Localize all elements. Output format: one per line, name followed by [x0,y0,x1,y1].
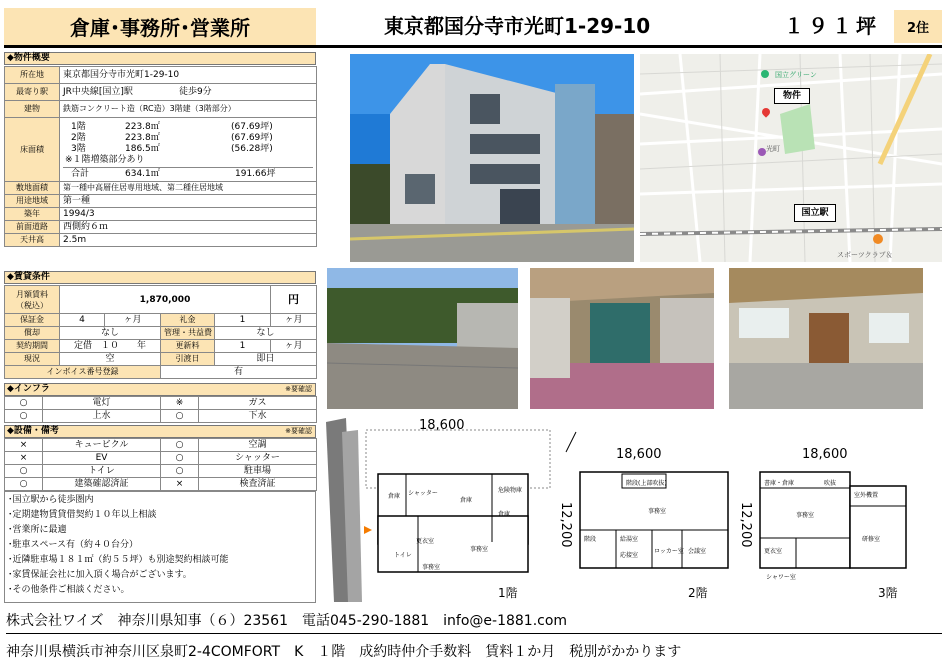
property-address: 東京都国分寺市光町1-29-10 [384,14,651,38]
deposit-label: 保証金 [5,314,60,327]
overview-heading: ◆物件概要 [4,52,316,65]
contract-value: 定借 １０ 年 [60,340,161,353]
map-park-label: 国立グリーン [775,71,817,79]
company-info: 株式会社ワイズ 神奈川県知事（６）23561 電話045-290-1881 info@e-1881.com [6,608,942,634]
remark-item: ･近隣駐車場１８１㎡（約５５坪）も別途契約相談可能 [8,555,229,565]
equipment-row: × EV ○ シャッター [5,452,317,465]
floor-area-label: 床面積 [5,118,60,182]
plan3-width-dim: 18,600 [802,447,848,462]
contract-label: 契約期間 [5,340,60,353]
handover-label: 引渡日 [161,353,215,366]
location-map [640,54,942,262]
zoning-value: 第一種 [60,195,317,208]
station-value: JR中央線[国立]駅 徒歩9分 [60,84,317,101]
zoning-badge: 2住 [894,10,942,43]
key-money-unit: ヶ月 [271,314,317,327]
remark-item: ･国立駅から徒歩圏内 [8,495,94,505]
road-label: 前面道路 [5,221,60,234]
management-fee-label: 管理・共益費 [161,327,215,340]
building-label: 建物 [5,101,60,118]
key-money-label: 礼金 [161,314,215,327]
equipment-row: ○ トイレ ○ 駐車場 [5,465,317,478]
building-exterior-photo [350,54,634,262]
ceiling-value: 2.5m [60,234,317,247]
location-label: 所在地 [5,67,60,84]
equipment-heading: ◆設備・備考 ※要確認 [4,425,316,438]
remark-item: ･駐車スペース有（約４０台分） [8,540,139,550]
floor-plan-2f: 18,600 12,200 階段(上部吹抜) 事務室 給湯室 ロッカー室 会議室 階段 応接室 2階 [556,422,734,602]
remark-item: ･営業所に最適 [8,525,67,535]
interior-photo-2 [729,268,923,409]
floor-row-3: 3階 186.5㎡ (56.28坪) [71,143,273,154]
plan2-width-dim: 18,600 [616,447,662,462]
zoning-label: 用途地域 [5,195,60,208]
plan2-label: 2階 [688,586,708,600]
floor-row-1: 1階 223.8㎡ (67.69坪) [71,121,273,132]
plan3-depth-dim: 12,200 [738,502,753,548]
rent-table [4,285,317,379]
overview-table [4,66,317,247]
company-address-fee: 神奈川県横浜市神奈川区泉町2-4COMFORT K １階 成約時仲介手数料 賃料１か月 税別がかかります [6,644,682,660]
monthly-rent-label: 月額賃料 （税込） [5,286,60,314]
map-sports-label: スポーツクラブ＆ [837,251,893,259]
amortization-value: なし [60,327,161,340]
equipment-table [4,438,317,491]
plan1-label: 1階 [498,586,518,600]
status-label: 現況 [5,353,60,366]
site-label: 敷地面積 [5,182,60,195]
deposit-value: 4 [60,314,105,327]
header [4,8,942,48]
building-value: 鉄筋コンクリート造（RC造）3階建（3階部分） [60,101,317,118]
floor-area-value [60,118,317,182]
floor-plan-3f: 18,600 12,200 書庫・倉庫 吹抜 室外機置 事務室 研修室 更衣室 シャワー室 3階 [736,422,942,602]
built-value: 1994/3 [60,208,317,221]
parking-lot-photo [327,268,518,409]
floor-total: 合計 634.1㎡ 191.66坪 [63,167,313,179]
yen-unit: 円 [271,286,317,314]
plan2-depth-dim: 12,200 [558,502,573,548]
equipment-row: × キュービクル ○ 空調 [5,439,317,452]
deposit-unit: ヶ月 [105,314,161,327]
map-station-label: 国立駅 [794,204,836,222]
location-value: 東京都国分寺市光町1-29-10 [60,67,317,84]
remark-item: ･家賃保証会社に加入頂く場合がございます。 [8,570,192,580]
station-label: 最寄り駅 [5,84,60,101]
built-label: 築年 [5,208,60,221]
rent-heading: ◆賃貸条件 [4,271,316,284]
plan1-width-dim: 18,600 [419,418,465,433]
remark-item: ･定期建物賃貸借契約１０年以上相談 [8,510,157,520]
amortization-label: 償却 [5,327,60,340]
infra-row: ○ 上水 ○ 下水 [5,410,317,423]
monthly-rent-value: 1,870,000 [60,286,271,314]
property-type: 倉庫･事務所･営業所 [4,8,316,45]
floor-row-2: 2階 223.8㎡ (67.69坪) [71,132,273,143]
floor-note: ※１階増築部分あり [65,154,145,165]
infra-table [4,396,317,423]
map-property-label: 物件 [774,88,810,104]
plan3-label: 3階 [878,586,898,600]
status-value: 空 [60,353,161,366]
map-town-label: 光町 [766,145,780,153]
management-fee-value: なし [215,327,317,340]
renewal-label: 更新料 [161,340,215,353]
road-value: 西側約６ｍ [60,221,317,234]
equipment-row: ○ 建築確認済証 × 検査済証 [5,478,317,491]
infra-row: ○ 電灯 ※ ガス [5,397,317,410]
ceiling-label: 天井高 [5,234,60,247]
remark-item: ･その他条件ご相談ください。 [8,585,130,595]
key-money-value: 1 [215,314,271,327]
renewal-unit: ヶ月 [271,340,317,353]
property-area: １９１坪 [784,14,880,38]
invoice-label: インボイス番号登録 [5,366,161,379]
floor-plan-1f: 18,600 倉庫 シャッター 倉庫 危険物庫 倉庫 更衣室 事務室 トイレ 事務室 1階 [322,412,552,602]
renewal-value: 1 [215,340,271,353]
interior-photo-1 [530,268,714,409]
invoice-value: 有 [161,366,317,379]
remarks [4,491,316,603]
site-value: 第一種中高層住居専用地域、第二種住居地域 [60,182,317,195]
infra-heading: ◆インフラ ※要確認 [4,383,316,396]
handover-value: 即日 [215,353,317,366]
